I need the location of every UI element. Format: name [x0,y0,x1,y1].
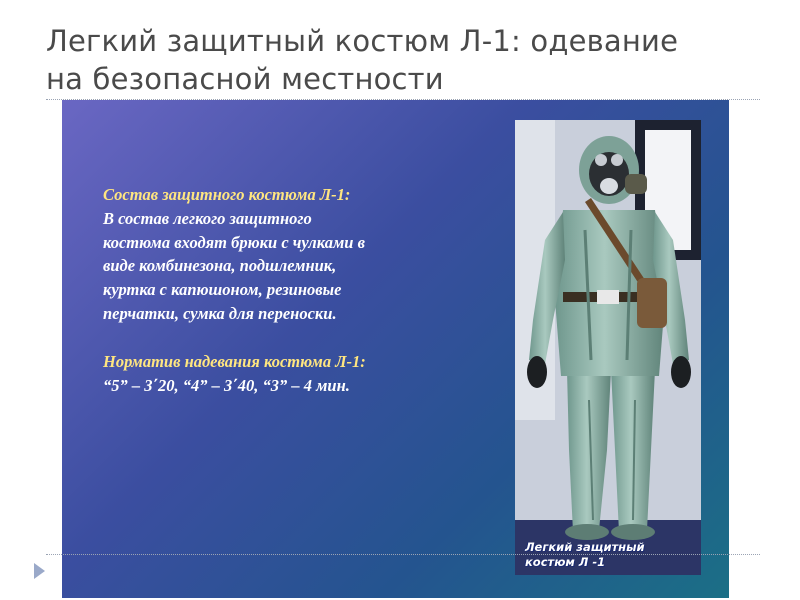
composition-line: костюма входят брюки с чулками в [103,232,365,252]
slide-title [46,22,766,98]
photo-caption [525,540,695,570]
photo-caption-line-2: костюм Л -1 [525,555,606,569]
composition-line: перчатки, сумка для переноски. [103,303,337,323]
photo-caption-line-1: Легкий защитный [525,540,645,554]
slide-title-line-2: на безопасной местности [46,62,444,96]
composition-line: В состав легкого защитного [103,208,312,228]
composition-heading: Состав защитного костюма Л-1: [103,185,351,204]
composition-line: виде комбинезона, подшлемник, [103,256,337,276]
norm-heading: Норматив надевания костюма Л-1: [103,351,366,371]
composition-line: куртка с капюшоном, резиновые [103,280,342,300]
bottom-divider [46,554,760,555]
suit-illustration [515,120,701,575]
slide-title-line-1: Легкий защитный костюм Л-1: одевание [46,24,679,58]
protective-suit-photo [515,120,701,575]
norm-values: “5” – 3΄20, “4” – 3΄40, “3” – 4 мин. [103,375,350,395]
next-slide-arrow-icon[interactable] [34,563,45,579]
description-text-block [103,183,483,397]
